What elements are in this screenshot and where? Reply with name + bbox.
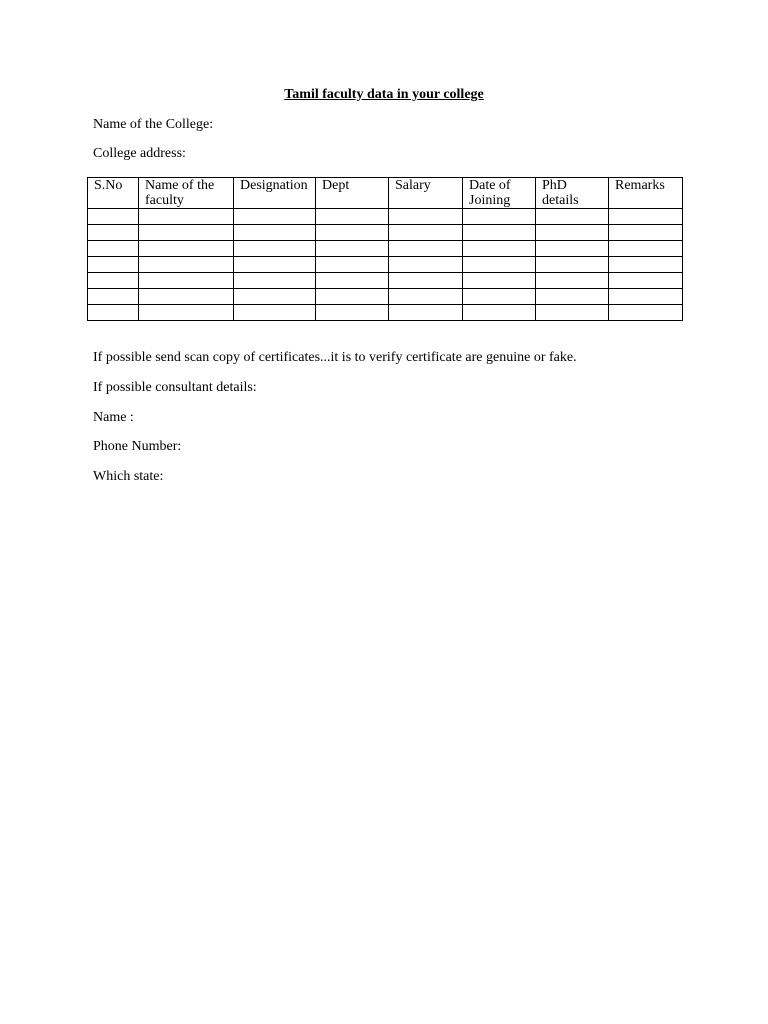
table-cell bbox=[88, 273, 139, 289]
consultant-phone-label: Phone Number: bbox=[93, 439, 182, 454]
table-cell bbox=[234, 241, 316, 257]
college-address-label: College address: bbox=[93, 146, 186, 161]
table-cell bbox=[139, 257, 234, 273]
consultant-state-label: Which state: bbox=[93, 469, 164, 484]
table-cell bbox=[139, 241, 234, 257]
table-cell bbox=[609, 209, 683, 225]
table-cell bbox=[463, 225, 536, 241]
table-row bbox=[88, 305, 683, 321]
document-title: Tamil faculty data in your college bbox=[284, 87, 484, 102]
table-cell bbox=[234, 225, 316, 241]
consultant-details-label: If possible consultant details: bbox=[93, 380, 257, 395]
table-cell bbox=[139, 305, 234, 321]
table-cell bbox=[316, 225, 389, 241]
table-cell bbox=[536, 305, 609, 321]
table-cell bbox=[463, 273, 536, 289]
table-cell bbox=[234, 273, 316, 289]
table-header-row bbox=[88, 178, 683, 209]
table-body bbox=[88, 209, 683, 321]
table-cell bbox=[389, 305, 463, 321]
table-cell bbox=[234, 289, 316, 305]
header-salary: Salary bbox=[389, 178, 463, 209]
header-phd-details: PhD details bbox=[536, 178, 609, 209]
table-cell bbox=[139, 209, 234, 225]
table-cell bbox=[609, 257, 683, 273]
table-cell bbox=[609, 241, 683, 257]
table-cell bbox=[609, 273, 683, 289]
table-cell bbox=[389, 225, 463, 241]
header-remarks: Remarks bbox=[609, 178, 683, 209]
table-row bbox=[88, 241, 683, 257]
table-cell bbox=[463, 209, 536, 225]
table-cell bbox=[389, 241, 463, 257]
table-cell bbox=[88, 257, 139, 273]
table-cell bbox=[536, 209, 609, 225]
table-cell bbox=[389, 289, 463, 305]
table-cell bbox=[609, 289, 683, 305]
table-cell bbox=[463, 257, 536, 273]
table-cell bbox=[234, 257, 316, 273]
table-cell bbox=[609, 305, 683, 321]
header-date-of-joining: Date of Joining bbox=[463, 178, 536, 209]
table-cell bbox=[139, 273, 234, 289]
table-cell bbox=[389, 257, 463, 273]
table-row bbox=[88, 209, 683, 225]
table-cell bbox=[88, 241, 139, 257]
table-cell bbox=[463, 289, 536, 305]
table-cell bbox=[536, 289, 609, 305]
table-cell bbox=[463, 241, 536, 257]
table-cell bbox=[316, 257, 389, 273]
table-cell bbox=[609, 225, 683, 241]
college-name-label: Name of the College: bbox=[93, 117, 214, 132]
table-cell bbox=[234, 305, 316, 321]
table-cell bbox=[88, 209, 139, 225]
table-cell bbox=[389, 209, 463, 225]
header-sno: S.No bbox=[88, 178, 139, 209]
table-cell bbox=[316, 209, 389, 225]
table-cell bbox=[88, 225, 139, 241]
table-cell bbox=[316, 289, 389, 305]
table-cell bbox=[139, 289, 234, 305]
table-row bbox=[88, 225, 683, 241]
table-cell bbox=[536, 225, 609, 241]
faculty-table bbox=[87, 177, 683, 321]
header-designation: Designation bbox=[234, 178, 316, 209]
table-cell bbox=[536, 241, 609, 257]
table-cell bbox=[316, 241, 389, 257]
table-row bbox=[88, 289, 683, 305]
table-cell bbox=[139, 225, 234, 241]
consultant-name-label: Name : bbox=[93, 410, 134, 425]
header-dept: Dept bbox=[316, 178, 389, 209]
table-cell bbox=[316, 273, 389, 289]
table-cell bbox=[234, 209, 316, 225]
table-cell bbox=[536, 273, 609, 289]
table-cell bbox=[88, 305, 139, 321]
table-row bbox=[88, 257, 683, 273]
header-faculty-name: Name of the faculty bbox=[139, 178, 234, 209]
table-cell bbox=[88, 289, 139, 305]
table-cell bbox=[316, 305, 389, 321]
table-cell bbox=[389, 273, 463, 289]
table-cell bbox=[463, 305, 536, 321]
table-row bbox=[88, 273, 683, 289]
table-cell bbox=[536, 257, 609, 273]
scan-copy-note: If possible send scan copy of certificates...it is to verify certificate are genuine or fake. bbox=[93, 350, 577, 365]
